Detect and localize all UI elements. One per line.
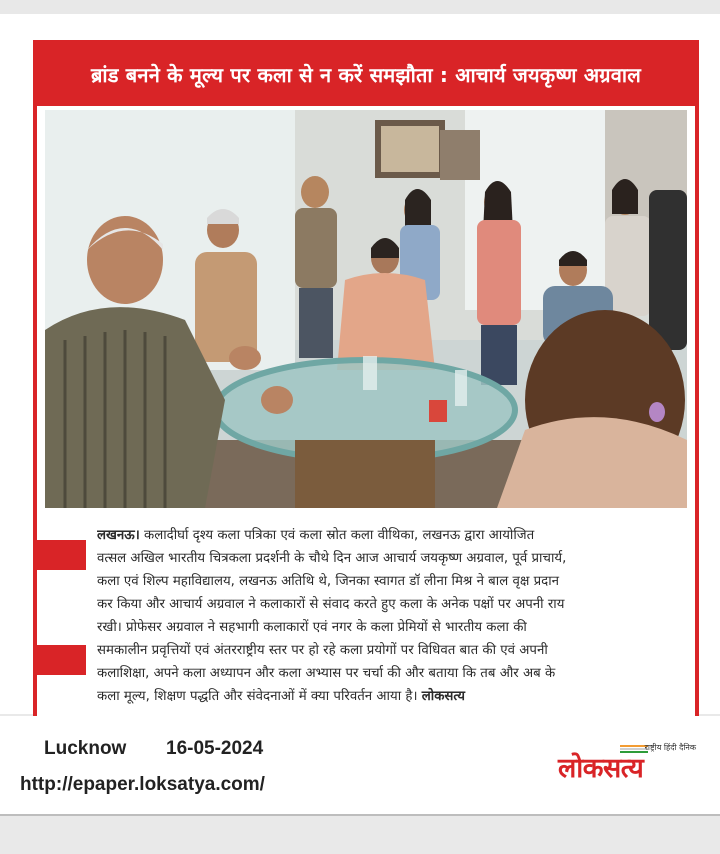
loksatya-logo [558, 744, 698, 784]
article-text: समकालीन प्रवृत्तियों एवं अंतरराष्ट्रीय स्तर पर हो रहे कला प्रयोगों पर विधिवत बात की एवं अपनी [97, 643, 548, 658]
decorative-red-mark [36, 540, 86, 570]
article-line-1 [97, 524, 687, 547]
article-last-line [97, 685, 687, 708]
footer-url[interactable]: http://epaper.loksatya.com/ [20, 774, 265, 795]
article-photo [45, 110, 687, 508]
clipping-footer [0, 716, 720, 816]
article-text: कलाशिक्षा, अपने कला अध्यापन और कला अभ्यास पर चर्चा की और बताया कि तब और अब के [97, 666, 556, 681]
article-text: रखी। प्रोफेसर अग्रवाल ने सहभागी कलाकारों एवं नगर के कला प्रेमियों से भारतीय कला की [97, 620, 527, 635]
photo-illustration [45, 110, 687, 508]
logo-name: लोकसत्य [558, 753, 644, 784]
article-text: वत्सल अखिल भारतीय चित्रकला प्रदर्शनी के चौथे दिन आज आचार्य जयकृष्ण अग्रवाल, पूर्व प्राचार्य, [97, 551, 567, 566]
footer-date: 16-05-2024 [166, 738, 264, 759]
decorative-red-mark [36, 645, 86, 675]
top-strip [0, 0, 720, 14]
article-source: लोकसत्य [421, 689, 465, 704]
news-clipping [0, 14, 720, 714]
footer-city: Lucknow [44, 738, 127, 759]
article-body [97, 524, 687, 708]
article-text: कलादीर्घा दृश्य कला पत्रिका एवं कला स्रोत कला वीथिका, लखनऊ द्वारा आयोजित [143, 528, 535, 543]
article-text: कर किया और आचार्य अग्रवाल ने कलाकारों से संवाद करते हुए कला के अनेक पक्षों पर अपनी राय [97, 597, 565, 612]
logo-tagline: राष्ट्रीय हिंदी दैनिक [644, 743, 696, 752]
article-frame [33, 40, 699, 726]
article-text: कला मूल्य, शिक्षण पद्धति और संवेदनाओं में क्या परिवर्तन आया है। [97, 689, 418, 704]
headline: ब्रांड बनने के मूल्य पर कला से न करें समझौता : आचार्य जयकृष्ण अग्रवाल [37, 44, 695, 106]
bottom-strip [0, 816, 720, 854]
dateline: लखनऊ। [97, 528, 140, 543]
article-text: कला एवं शिल्प महाविद्यालय, लखनऊ अतिथि थे, जिनका स्वागत डॉ लीना मिश्र ने बाल वृक्ष प्रदान [97, 574, 560, 589]
